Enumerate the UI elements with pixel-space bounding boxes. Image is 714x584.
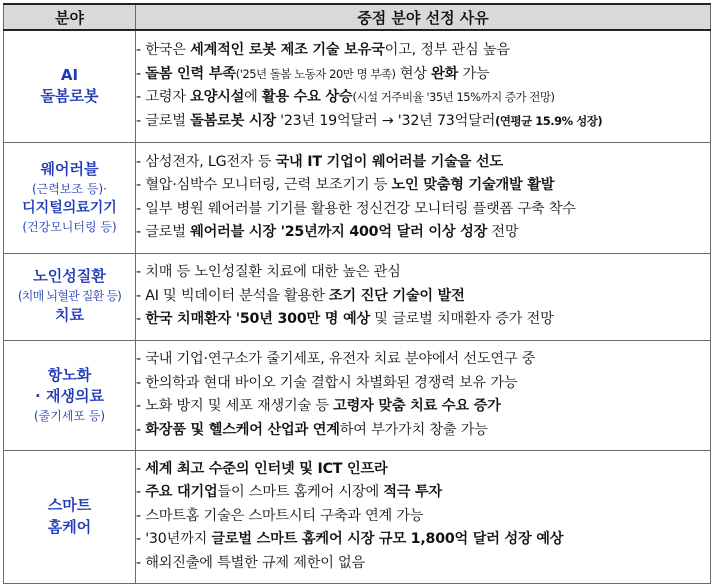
reason-text: - '30년까지: [136, 531, 212, 548]
reason-emphasis: 완화: [431, 65, 459, 82]
reason-text: - 치매 등 노인성질환 치료에 대한 높은 관심: [136, 264, 401, 281]
reason-emphasis: 요양시설: [190, 89, 245, 106]
table-header-row: [4, 4, 711, 30]
category-label: · 재생의료: [35, 387, 104, 406]
reason-text: - 해외진출에 특별한 규제 제한이 없음: [136, 554, 366, 571]
reason-text: - 고령자: [136, 89, 191, 106]
reason-emphasis: 돌봄로봇 시장: [190, 112, 276, 129]
reason-text: - 한의학과 현대 바이오 기술 결합시 차별화된 경쟁력 보유 가능: [136, 374, 518, 391]
category-sub-label: (근력보조 등)·: [32, 181, 107, 196]
reason-line: [136, 39, 710, 63]
table-row: [4, 30, 711, 142]
reason-line: [136, 221, 710, 245]
reason-text: -: [136, 311, 146, 328]
reason-emphasis: 웨어러블 시장 '25년까지 400억 달러 이상 성장: [190, 224, 488, 240]
category-label: 치료: [55, 306, 84, 325]
reasons-cell: [136, 450, 711, 583]
reason-line: [136, 458, 710, 482]
reason-text: 전망: [487, 224, 519, 240]
reason-emphasis: 고령자 맞춤 치료 수요 증가: [333, 398, 501, 414]
reason-text: -: [136, 460, 146, 477]
header-area: 분야: [4, 4, 136, 30]
category-label: 웨어러블: [40, 160, 99, 179]
reason-text: -: [136, 65, 146, 82]
reason-line: [136, 198, 710, 222]
category-label: 홈케어: [47, 517, 92, 536]
reason-emphasis: 주요 대기업: [145, 484, 218, 501]
category-label: 노인성질환: [33, 267, 106, 286]
reason-text: 에: [244, 89, 262, 106]
reason-text: - 글로벌: [136, 112, 191, 129]
reason-emphasis: 세계 최고 수준의 인터넷 및 ICT 인프라: [145, 460, 388, 477]
reason-text: -: [136, 484, 146, 501]
reason-line: [136, 285, 710, 309]
category-cell-smart-homecare: [4, 450, 136, 583]
reason-emphasis: (연평균 15.9% 성장): [495, 113, 603, 128]
priority-areas-table: [3, 3, 711, 584]
reason-line: [136, 395, 710, 419]
reason-line: [136, 261, 710, 285]
reason-line: [136, 151, 710, 175]
reason-text: - 글로벌: [136, 224, 191, 240]
reason-emphasis: 화장품 및 헬스케어 산업과 연계: [145, 421, 340, 438]
table-row: [4, 142, 711, 253]
reasons-cell: [136, 340, 711, 450]
reason-line: [136, 552, 710, 576]
reason-line: [136, 63, 710, 87]
reason-emphasis: 글로벌 스마트 홈케어 시장 규모 1,800억 달러 성장 예상: [211, 531, 564, 548]
reason-emphasis: 조기 진단 기술이 발전: [328, 287, 465, 304]
reason-text: 이고, 정부 관심 높음: [384, 42, 510, 59]
reason-line: [136, 348, 710, 372]
reason-emphasis: 활용 수요 상승: [261, 89, 353, 106]
table-row: [4, 253, 711, 340]
reason-text: -: [136, 421, 146, 438]
reason-emphasis: 국내 IT 기업이 웨어러블 기술을 선도: [275, 153, 503, 170]
reason-text: - 스마트홈 기술은 스마트시티 구축과 연계 가능: [136, 507, 424, 524]
reason-line: [136, 110, 710, 134]
reason-text: 하여 부가가치 창출 가능: [339, 421, 488, 438]
reason-text: 가능: [458, 65, 490, 82]
reason-text: ('25년 돌봄 노동자 20만 명 부족): [235, 66, 396, 81]
reason-text: - 노화 방지 및 세포 재생기술 등: [136, 398, 334, 414]
reason-emphasis: 돌봄 인력 부족: [145, 65, 236, 82]
reason-line: [136, 308, 710, 332]
reason-emphasis: 적극 투자: [383, 484, 443, 501]
reasons-cell: [136, 30, 711, 142]
reason-text: - 삼성전자, LG전자 등: [136, 153, 276, 170]
reason-text: - 혈압·심박수 모니터링, 근력 보조기기 등: [136, 177, 392, 193]
category-cell-ai-robot: [4, 30, 136, 142]
category-label: AI: [60, 65, 79, 84]
header-reason: 중점 분야 선정 사유: [136, 4, 711, 30]
reason-line: [136, 419, 710, 443]
category-label: 디지털의료기기: [22, 200, 117, 217]
reason-line: [136, 481, 710, 505]
reason-text: 및 글로벌 치매환자 증가 전망: [370, 311, 554, 328]
category-sub-label: (줄기세포 등): [33, 409, 106, 424]
reason-line: [136, 174, 710, 198]
category-sub-label: (치매 뇌혈관 질환 등): [17, 288, 122, 303]
reason-text: (시설 거주비율 '35년 15%까지 증가 전망): [352, 90, 555, 105]
reason-text: - 국내 기업·연구소가 줄기세포, 유전자 치료 분야에서 선도연구 중: [136, 351, 536, 367]
reason-text: 현상: [395, 65, 432, 82]
category-cell-wearable: [4, 142, 136, 253]
category-cell-anti-aging: [4, 340, 136, 450]
table-row: [4, 340, 711, 450]
reason-line: [136, 372, 710, 396]
reason-emphasis: 노인 맞춤형 기술개발 활발: [391, 177, 555, 193]
reason-text: - AI 및 빅데이터 분석을 활용한: [136, 287, 329, 304]
reason-line: [136, 528, 710, 552]
reason-text: '23년 19억달러 → '32년 73억달러: [275, 112, 496, 129]
table-row: [4, 450, 711, 583]
category-label: 돌봄로봇: [40, 87, 99, 106]
category-label: 스마트: [47, 495, 92, 514]
reasons-cell: [136, 142, 711, 253]
category-cell-geriatric-disease: [4, 253, 136, 340]
reason-emphasis: 세계적인 로봇 제조 기술 보유국: [190, 42, 385, 59]
reason-text: 들이 스마트 홈케어 시장에: [217, 484, 384, 501]
reasons-cell: [136, 253, 711, 340]
category-label: 항노화: [47, 365, 92, 384]
category-sub-label: (건강모니터링 등): [22, 219, 117, 234]
reason-text: - 한국은: [136, 42, 191, 59]
reason-line: [136, 505, 710, 529]
reason-line: [136, 86, 710, 110]
reason-text: - 일부 병원 웨어러블 기기를 활용한 정신건강 모니터링 플랫폼 구축 착수: [136, 200, 576, 217]
reason-emphasis: 한국 치매환자 '50년 300만 명 예상: [145, 311, 370, 328]
